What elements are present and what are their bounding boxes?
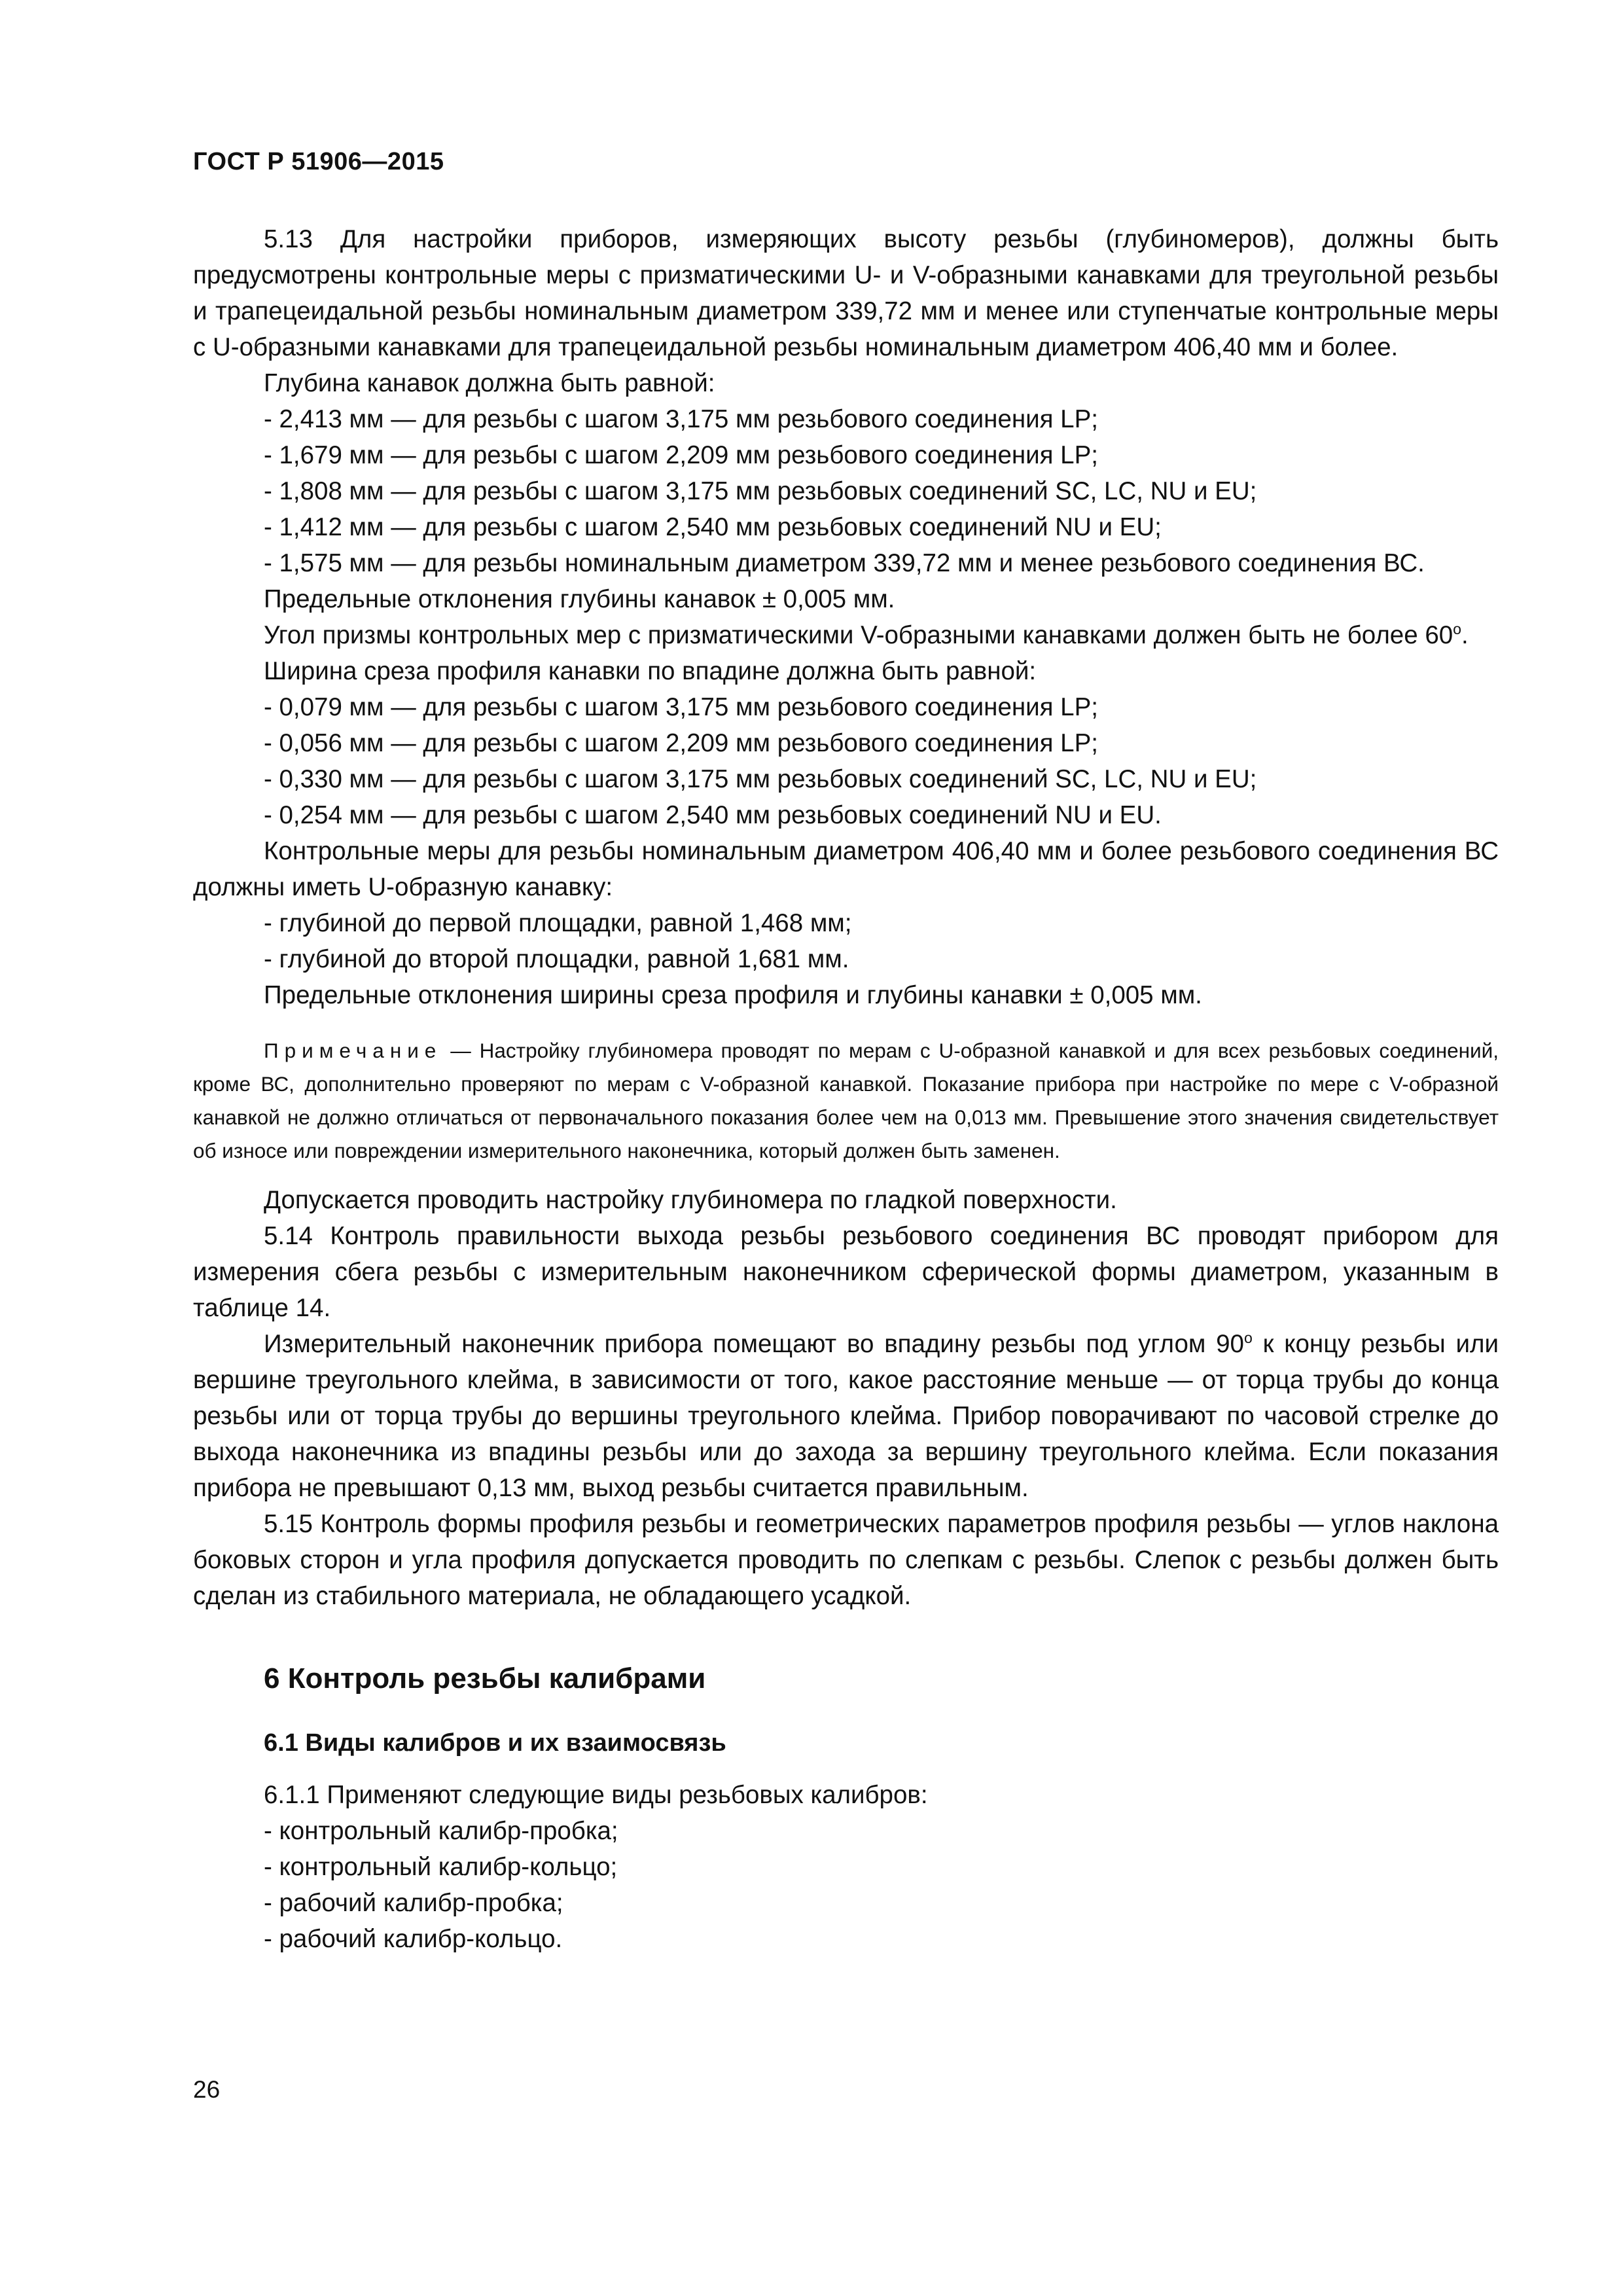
list-item: - глубиной до первой площадки, равной 1,468 мм; bbox=[264, 909, 852, 937]
paragraph-5-13: 5.13 Для настройки приборов, измеряющих высоту резьбы (глубиномеров), должны быть предусмотрены контрольные меры с призматическими U- и V-образными канавками для треугольной резьбы и трапецеидальной резьбы номинальным диаметром 339,72 мм и менее или ступенчатые контрольные меры с U-образными канавками для трапецеидальной резьбы номинальным диаметром 406,40 мм и более. bbox=[193, 225, 1499, 361]
document-header: ГОСТ Р 51906—2015 bbox=[193, 148, 444, 175]
bc-intro: Контрольные меры для резьбы номинальным диаметром 406,40 мм и более резьбового соединения ВС должны иметь U-образную канавку: bbox=[193, 837, 1499, 901]
page-number: 26 bbox=[193, 2076, 221, 2103]
paragraph-5-15: 5.15 Контроль формы профиля резьбы и геометрических параметров профиля резьбы — углов наклона боковых сторон и угла профиля допускается проводить по слепкам с резьбы. Слепок с резьбы должен быть сделан из стабильного материала, не обладающего усадкой. bbox=[193, 1510, 1499, 1610]
degree-sign: о bbox=[1453, 620, 1461, 638]
depth-tolerance: Предельные отклонения глубины канавок ± 0,005 мм. bbox=[264, 585, 895, 613]
list-item: - 2,413 мм — для резьбы с шагом 3,175 мм резьбового соединения LP; bbox=[264, 405, 1098, 433]
paragraph-6-1-1: 6.1.1 Применяют следующие виды резьбовых калибров: bbox=[264, 1781, 928, 1809]
list-item: - 0,254 мм — для резьбы с шагом 2,540 мм резьбовых соединений NU и EU. bbox=[264, 801, 1162, 829]
list-item: - контрольный калибр-пробка; bbox=[264, 1817, 618, 1845]
list-item: - 1,808 мм — для резьбы с шагом 3,175 мм резьбовых соединений SC, LC, NU и EU; bbox=[264, 477, 1257, 505]
tip-text-a: Измерительный наконечник прибора помещают во впадину резьбы под углом 90 bbox=[264, 1330, 1244, 1358]
smooth-surface-paragraph: Допускается проводить настройку глубиномера по гладкой поверхности. bbox=[264, 1186, 1117, 1214]
list-item: - рабочий калибр-кольцо. bbox=[264, 1925, 563, 1953]
note-text: — Настройку глубиномера проводят по мерам с U-образной канавкой и для всех резьбовых соединений, кроме ВС, дополнительно проверяют по мерам с V-образной канавкой. Показание прибора при настройке по мере с V-образной канавкой не должно отличаться от первоначального показания более чем на 0,013 мм. Превышение этого значения свидетельствует об износе или повреждении измерительного наконечника, который должен быть заменен. bbox=[193, 1039, 1499, 1162]
list-item: - 1,575 мм — для резьбы номинальным диаметром 339,72 мм и менее резьбового соединения ВС. bbox=[264, 549, 1425, 577]
angle-text: Угол призмы контрольных мер с призматическими V-образными канавками должен быть не более 60 bbox=[264, 621, 1454, 649]
degree-sign: о bbox=[1243, 1329, 1253, 1347]
list-item: - 1,679 мм — для резьбы с шагом 2,209 мм резьбового соединения LP; bbox=[264, 441, 1098, 469]
width-depth-tolerance: Предельные отклонения ширины среза профиля и глубины канавки ± 0,005 мм. bbox=[264, 981, 1202, 1009]
note-label: Примечание bbox=[264, 1039, 442, 1062]
width-intro: Ширина среза профиля канавки по впадине должна быть равной: bbox=[264, 657, 1037, 685]
list-item: - рабочий калибр-пробка; bbox=[264, 1889, 563, 1917]
tip-text-b: к концу резьбы или вершине треугольного клейма, в зависимости от того, какое расстояние меньше — от торца трубы до конца резьбы или от торца трубы до вершины треугольного клейма. Прибор поворачивают по часовой стрелке до выхода наконечника из впадины резьбы или до захода за вершину треугольного клейма. Если показания прибора не превышают 0,13 мм, выход резьбы считается правильным. bbox=[193, 1330, 1499, 1502]
list-item: - 0,330 мм — для резьбы с шагом 3,175 мм резьбовых соединений SC, LC, NU и EU; bbox=[264, 765, 1257, 793]
section-6-1-heading: 6.1 Виды калибров и их взаимосвязь bbox=[264, 1729, 726, 1757]
angle-paragraph bbox=[193, 617, 1499, 653]
document-body bbox=[193, 221, 1499, 1957]
list-item: - контрольный калибр-кольцо; bbox=[264, 1853, 618, 1881]
angle-end: . bbox=[1461, 621, 1469, 649]
paragraph-5-14: 5.14 Контроль правильности выхода резьбы резьбового соединения ВС проводят прибором для измерения сбега резьбы с измерительным наконечником сферической формы диаметром, указанным в таблице 14. bbox=[193, 1222, 1499, 1322]
tip-paragraph bbox=[193, 1326, 1499, 1506]
list-item: - 0,079 мм — для резьбы с шагом 3,175 мм резьбового соединения LP; bbox=[264, 693, 1098, 721]
note-paragraph bbox=[193, 1034, 1499, 1168]
depth-intro: Глубина канавок должна быть равной: bbox=[264, 369, 715, 397]
list-item: - 1,412 мм — для резьбы с шагом 2,540 мм резьбовых соединений NU и EU; bbox=[264, 513, 1162, 541]
list-item: - 0,056 мм — для резьбы с шагом 2,209 мм резьбового соединения LP; bbox=[264, 729, 1098, 757]
section-6-heading: 6 Контроль резьбы калибрами bbox=[264, 1662, 706, 1695]
list-item: - глубиной до второй площадки, равной 1,681 мм. bbox=[264, 945, 849, 973]
